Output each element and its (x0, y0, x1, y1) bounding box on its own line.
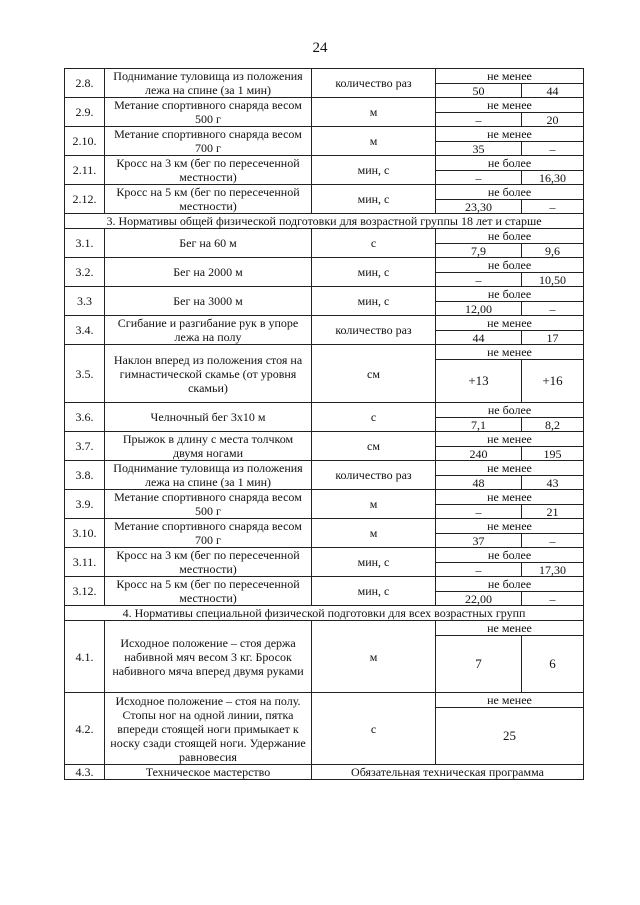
row-number: 3.10. (65, 519, 105, 548)
value-2: – (522, 592, 584, 606)
condition: не более (436, 156, 584, 171)
exercise-name: Исходное положение – стоя на полу. Стопы ног на одной линии, пятка впереди стоящей ноги примыкает к носку сзади стоящей ноги. Удержание равновесия (105, 693, 312, 765)
value-1: 7,9 (436, 244, 522, 258)
row-number: 2.9. (65, 98, 105, 127)
program-text: Обязательная техническая программа (312, 765, 584, 780)
unit: с (312, 693, 436, 765)
unit: мин, с (312, 258, 436, 287)
table-row (65, 577, 584, 592)
exercise-name: Поднимание туловища из положения лежа на спине (за 1 мин) (105, 461, 312, 490)
table-row (65, 490, 584, 505)
exercise-name: Метание спортивного снаряда весом 500 г (105, 490, 312, 519)
exercise-name: Прыжок в длину с места толчком двумя ногами (105, 432, 312, 461)
row-number: 3.5. (65, 345, 105, 403)
row-3-5 (65, 345, 584, 403)
condition: не менее (436, 316, 584, 331)
value-2: +16 (522, 360, 584, 403)
value-2: 17,30 (522, 563, 584, 577)
value-1: – (436, 273, 522, 287)
row-number: 3.8. (65, 461, 105, 490)
table-row (65, 548, 584, 563)
value-2: – (522, 534, 584, 548)
row-number: 2.12. (65, 185, 105, 214)
exercise-name: Поднимание туловища из положения лежа на спине (за 1 мин) (105, 69, 312, 98)
row-number: 4.3. (65, 765, 105, 780)
value-1: 240 (436, 447, 522, 461)
rows-part-b (65, 229, 584, 345)
value: 25 (436, 708, 584, 765)
value-1: 50 (436, 84, 522, 98)
value-1: +13 (436, 360, 522, 403)
value-1: – (436, 171, 522, 185)
table-row (65, 229, 584, 244)
exercise-name: Челночный бег 3х10 м (105, 403, 312, 432)
table-row (65, 519, 584, 534)
condition: не менее (436, 461, 584, 476)
unit: м (312, 98, 436, 127)
condition: не более (436, 185, 584, 200)
row-4-3 (65, 765, 584, 780)
row-number: 3.3 (65, 287, 105, 316)
unit: количество раз (312, 69, 436, 98)
exercise-name: Техническое мастерство (105, 765, 312, 780)
value-1: 48 (436, 476, 522, 490)
row-number: 2.11. (65, 156, 105, 185)
value-2: 195 (522, 447, 584, 461)
section-4 (65, 606, 584, 621)
value-1: 22,00 (436, 592, 522, 606)
unit: количество раз (312, 461, 436, 490)
value-1: 37 (436, 534, 522, 548)
value-2: 20 (522, 113, 584, 127)
condition: не менее (436, 98, 584, 113)
table-row (65, 287, 584, 302)
exercise-name: Исходное положение – стоя держа набивной мяч весом 3 кг. Бросок набивного мяча вперед двумя руками (105, 621, 312, 693)
table-row (65, 432, 584, 447)
row-number: 3.6. (65, 403, 105, 432)
unit: с (312, 229, 436, 258)
value-2: 21 (522, 505, 584, 519)
condition: не более (436, 577, 584, 592)
condition: не более (436, 403, 584, 418)
exercise-name: Бег на 2000 м (105, 258, 312, 287)
row-number: 3.11. (65, 548, 105, 577)
table-row (65, 316, 584, 331)
value-2: – (522, 142, 584, 156)
value-2: 8,2 (522, 418, 584, 432)
unit: мин, с (312, 185, 436, 214)
unit: мин, с (312, 156, 436, 185)
section-3 (65, 214, 584, 229)
value-1: – (436, 563, 522, 577)
row-4-1 (65, 621, 584, 693)
row-number: 3.2. (65, 258, 105, 287)
condition: не менее (436, 490, 584, 505)
exercise-name: Наклон вперед из положения стоя на гимнастической скамье (от уровня скамьи) (105, 345, 312, 403)
rows-part-a (65, 69, 584, 214)
table-row (65, 69, 584, 84)
row-number: 2.8. (65, 69, 105, 98)
value-2: 6 (522, 636, 584, 693)
unit: мин, с (312, 548, 436, 577)
condition: не более (436, 258, 584, 273)
condition: не менее (436, 693, 584, 708)
section-title: 3. Нормативы общей физической подготовки для возрастной группы 18 лет и старше (65, 214, 584, 229)
exercise-name: Бег на 3000 м (105, 287, 312, 316)
condition: не менее (436, 621, 584, 636)
row-number: 4.1. (65, 621, 105, 693)
value-2: 10,50 (522, 273, 584, 287)
table-row (65, 98, 584, 113)
value-1: – (436, 505, 522, 519)
value-1: 35 (436, 142, 522, 156)
value-2: 17 (522, 331, 584, 345)
value-2: – (522, 302, 584, 316)
exercise-name: Бег на 60 м (105, 229, 312, 258)
unit: с (312, 403, 436, 432)
unit: мин, с (312, 287, 436, 316)
row-number: 3.9. (65, 490, 105, 519)
condition: не менее (436, 519, 584, 534)
value-1: – (436, 113, 522, 127)
condition: не более (436, 287, 584, 302)
unit: количество раз (312, 316, 436, 345)
condition: не более (436, 548, 584, 563)
row-number: 3.7. (65, 432, 105, 461)
condition: не менее (436, 69, 584, 84)
table-row (65, 185, 584, 200)
value-2: 43 (522, 476, 584, 490)
unit: м (312, 621, 436, 693)
table-row (65, 258, 584, 273)
value-2: 44 (522, 84, 584, 98)
row-number: 2.10. (65, 127, 105, 156)
condition: не менее (436, 127, 584, 142)
unit: м (312, 127, 436, 156)
exercise-name: Кросс на 3 км (бег по пересеченной местности) (105, 548, 312, 577)
section-title: 4. Нормативы специальной физической подготовки для всех возрастных групп (65, 606, 584, 621)
exercise-name: Кросс на 3 км (бег по пересеченной местности) (105, 156, 312, 185)
exercise-name: Сгибание и разгибание рук в упоре лежа на полу (105, 316, 312, 345)
condition: не менее (436, 345, 584, 360)
value-1: 23,30 (436, 200, 522, 214)
rows-part-c (65, 403, 584, 606)
table-row (65, 403, 584, 418)
unit: см (312, 345, 436, 403)
row-number: 3.12. (65, 577, 105, 606)
value-2: – (522, 200, 584, 214)
row-number: 4.2. (65, 693, 105, 765)
unit: см (312, 432, 436, 461)
value-2: 9,6 (522, 244, 584, 258)
row-number: 3.4. (65, 316, 105, 345)
value-1: 7,1 (436, 418, 522, 432)
condition: не более (436, 229, 584, 244)
condition: не менее (436, 432, 584, 447)
table-row (65, 127, 584, 142)
exercise-name: Кросс на 5 км (бег по пересеченной местности) (105, 185, 312, 214)
row-4-2 (65, 693, 584, 765)
norms-table (64, 68, 584, 780)
value-2: 16,30 (522, 171, 584, 185)
exercise-name: Метание спортивного снаряда весом 500 г (105, 98, 312, 127)
table-row (65, 156, 584, 171)
unit: м (312, 519, 436, 548)
exercise-name: Кросс на 5 км (бег по пересеченной местности) (105, 577, 312, 606)
unit: мин, с (312, 577, 436, 606)
value-1: 44 (436, 331, 522, 345)
row-number: 3.1. (65, 229, 105, 258)
value-1: 7 (436, 636, 522, 693)
value-1: 12,00 (436, 302, 522, 316)
unit: м (312, 490, 436, 519)
exercise-name: Метание спортивного снаряда весом 700 г (105, 519, 312, 548)
page-number: 24 (312, 40, 328, 56)
exercise-name: Метание спортивного снаряда весом 700 г (105, 127, 312, 156)
table-row (65, 461, 584, 476)
